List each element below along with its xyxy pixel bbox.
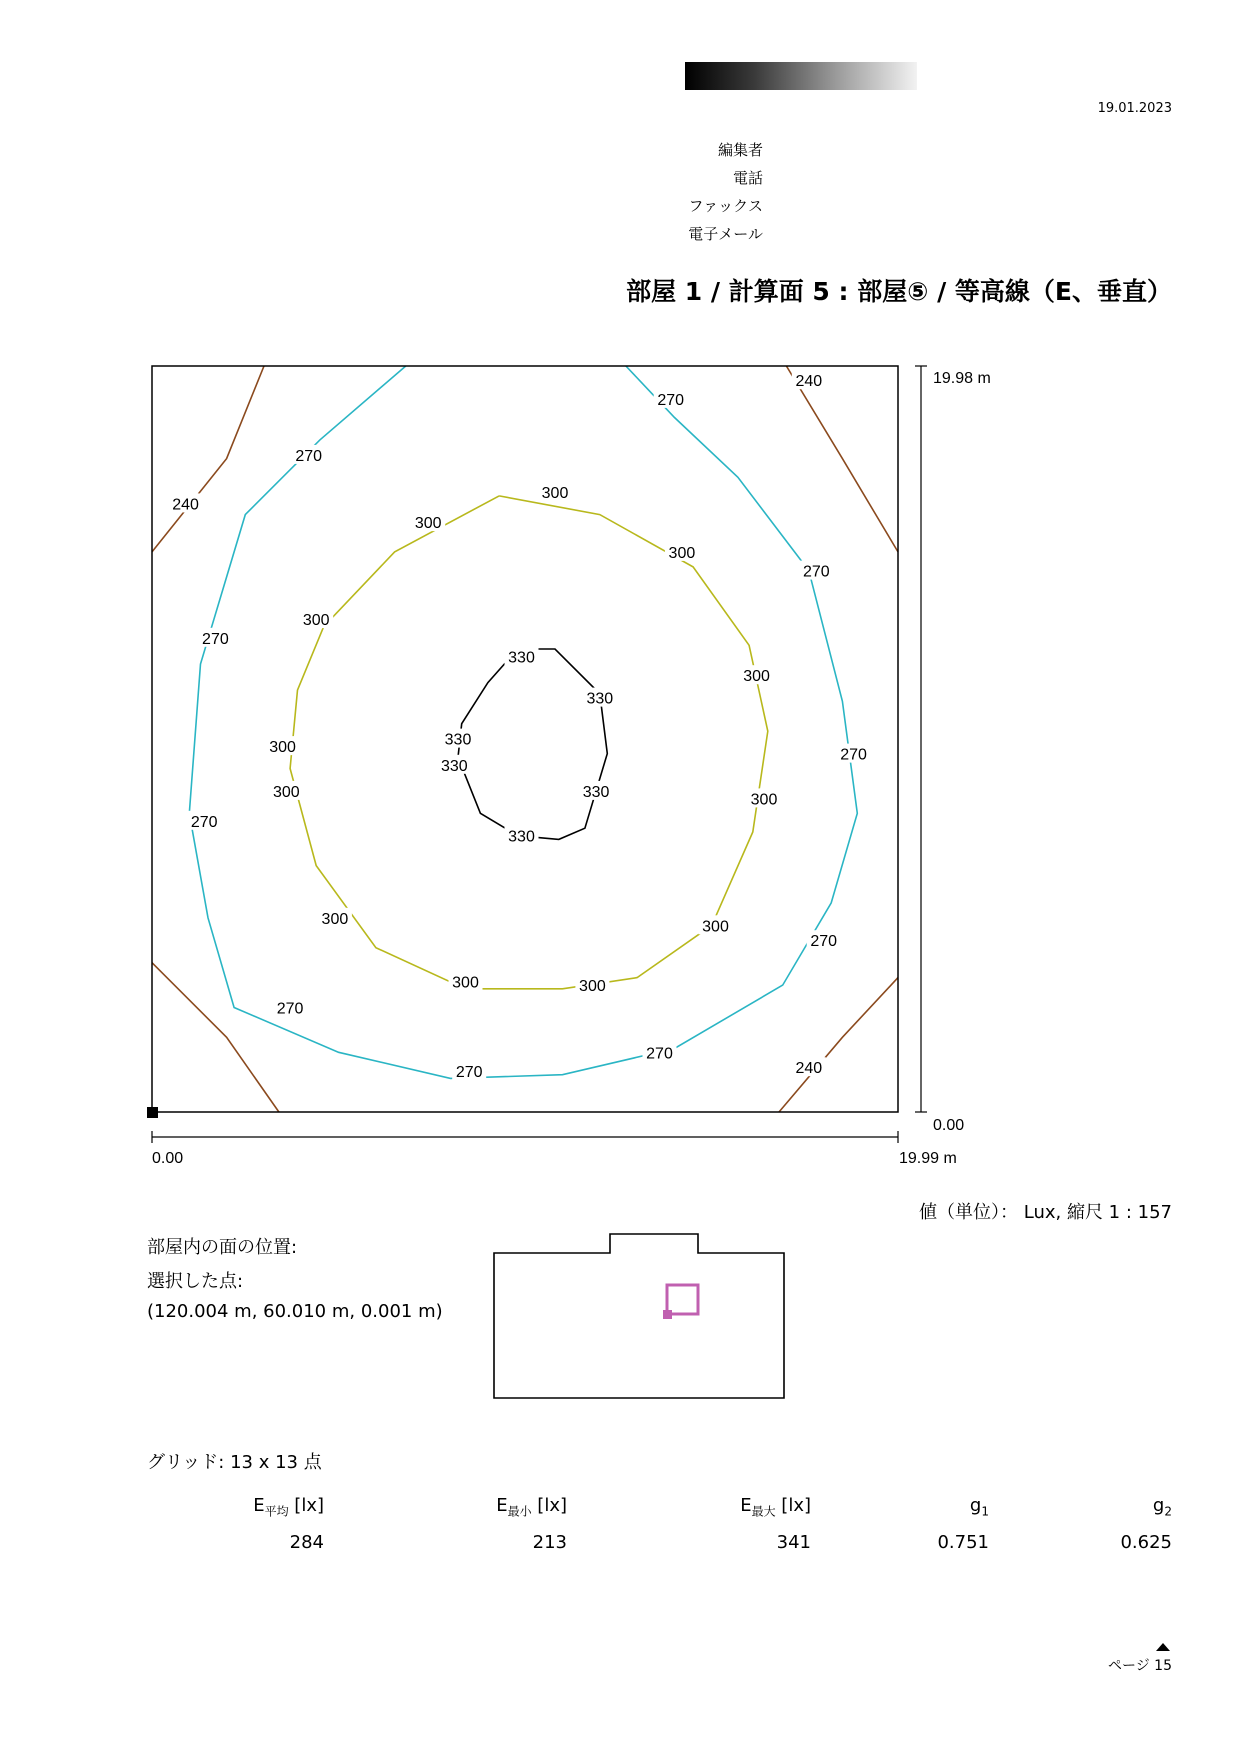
contour-label-300: 300 [743,668,770,686]
contour-label-300: 300 [321,910,349,928]
page-title: 部屋 1 / 計算面 5 : 部屋⑤ / 等高線（E、垂直） [626,277,1172,306]
contour-label-270: 270 [295,447,323,465]
contour-line-270 [189,366,857,1078]
contour-label-300: 300 [452,974,479,992]
contour-line-240 [152,963,279,1112]
stat-value-g2: 0.625 [1120,1532,1172,1553]
contour-label-300: 300 [269,739,296,757]
y-tick-min: 0.00 [933,1117,965,1134]
contour-label-240: 240 [795,373,823,391]
stat-value-e-avg: 284 [289,1532,324,1553]
room-minimap [490,1230,790,1405]
contour-label-240: 240 [795,1060,823,1078]
stat-header-e-avg: $E_{平均}$ [lx] [253,1495,324,1519]
contour-label-270: 270 [455,1063,483,1081]
contour-label-300: 300 [702,918,729,936]
grid-info: グリッド: 13 x 13 点 [147,1452,322,1473]
contour-lines [152,366,898,1112]
x-tick-min: 0.00 [152,1150,184,1167]
contour-labels [169,370,871,1081]
selected-point-label: 選択した点: [147,1271,244,1292]
surface-position-label: 部屋内の面の位置: [147,1237,298,1258]
contour-line-240 [786,366,898,552]
contour-label-300: 300 [541,485,569,503]
room-outline [494,1234,784,1398]
contour-label-240: 240 [172,496,199,514]
plot-frame [152,366,898,1112]
contour-label-330: 330 [586,690,614,708]
contour-label-330: 330 [444,731,472,749]
stat-header-g2: $g_2$ [1152,1495,1172,1519]
selected-point-coords: (120.004 m, 60.010 m, 0.001 m) [147,1301,443,1322]
contour-label-270: 270 [202,630,229,648]
unit-scale: 値（単位）： Lux, 縮尺 1 : 157 [919,1202,1172,1223]
fax-label: ファックス [688,197,763,215]
contour-label-270: 270 [657,391,685,409]
contour-line-330 [458,649,607,839]
x-tick-max: 19.99 m [899,1150,957,1167]
stat-header-g1: $g_1$ [969,1495,989,1519]
scroll-up-icon[interactable] [1156,1643,1170,1651]
contour-label-300: 300 [750,791,778,809]
contour-label-300: 300 [272,783,300,801]
stat-value-e-max: 341 [776,1532,811,1553]
phone-label: 電話 [732,169,763,187]
contour-label-270: 270 [190,813,218,831]
contour-label-270: 270 [276,1000,304,1018]
contour-label-270: 270 [840,746,867,764]
contour-label-330: 330 [508,828,535,846]
contour-label-330: 330 [508,649,535,667]
contour-line-240 [779,978,898,1112]
email-label: 電子メール [688,225,763,243]
contour-line-240 [152,366,264,552]
y-tick-max: 19.98 m [933,370,991,387]
contour-label-300: 300 [668,544,696,562]
stat-header-e-max: $E_{最大}$ [lx] [740,1495,811,1519]
contour-label-300: 300 [302,612,330,630]
surface-highlight [667,1285,698,1314]
contour-label-330: 330 [582,783,610,801]
stat-header-e-min: $E_{最小}$ [lx] [496,1495,567,1519]
report-date: 19.01.2023 [1097,101,1172,116]
contour-label-270: 270 [810,933,838,951]
contour-label-270: 270 [646,1045,673,1063]
contour-label-270: 270 [802,563,830,581]
stat-value-e-min: 213 [532,1532,567,1553]
contour-label-300: 300 [414,515,442,533]
selected-point-marker [663,1310,672,1319]
stat-value-g1: 0.751 [937,1532,989,1553]
editor-label: 編集者 [717,141,763,159]
contour-label-330: 330 [440,757,468,775]
origin-marker [147,1107,158,1118]
contour-line-300 [290,496,768,992]
page-number: ページ 15 [1108,1658,1172,1674]
contour-label-300: 300 [579,978,606,996]
